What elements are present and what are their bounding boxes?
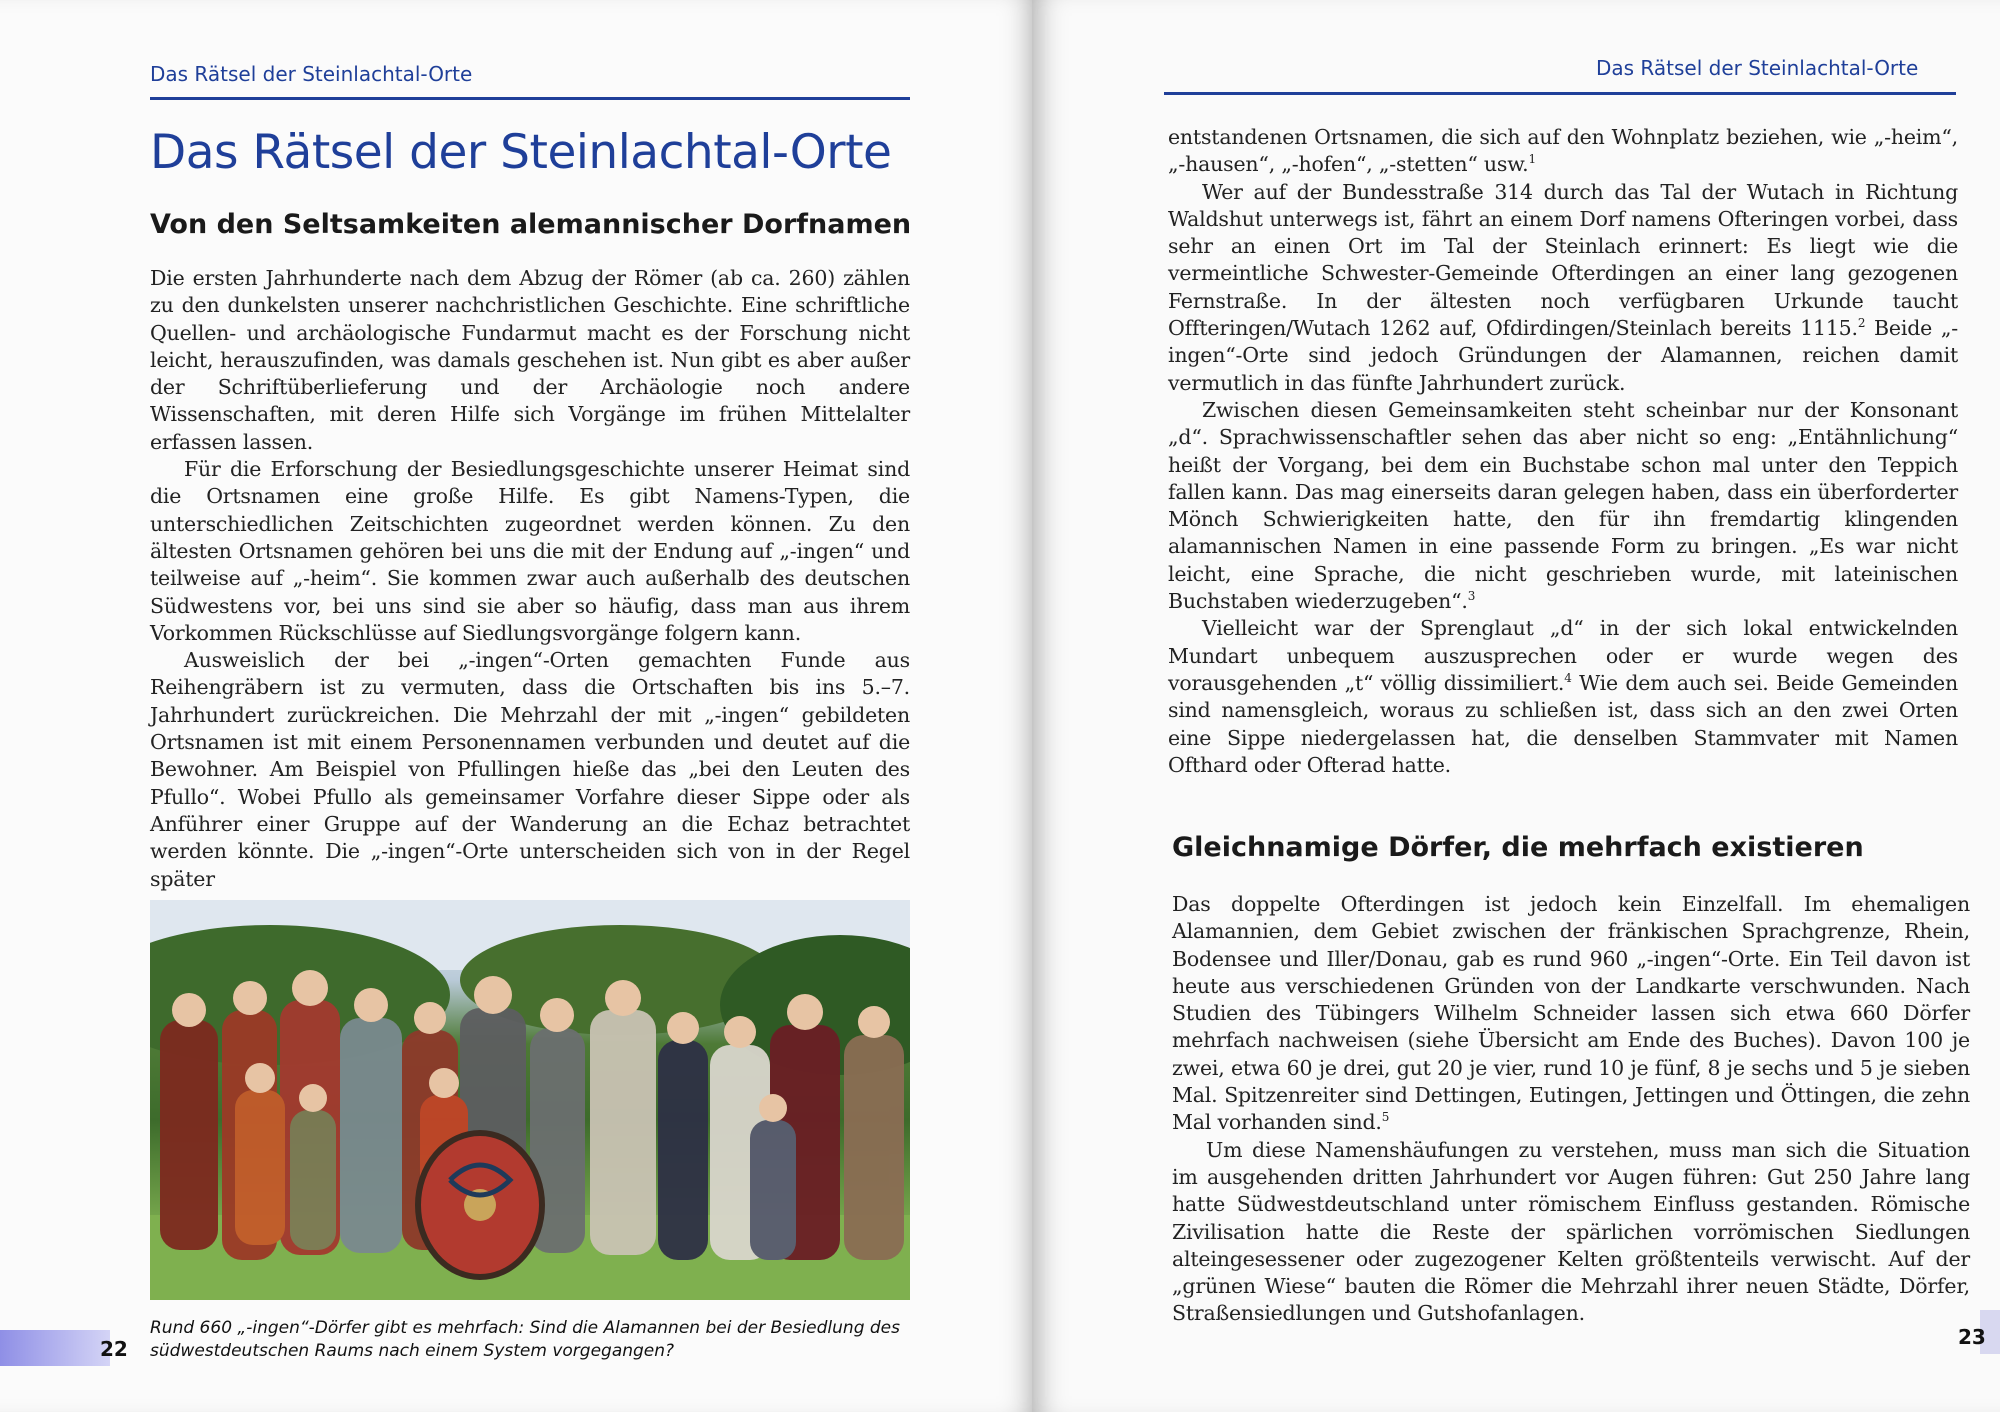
paragraph-text: Beide „-ingen“-Orte sind jedoch Gründungen der Alamannen, reichen damit vermutlich in das fünfte Jahrhundert zurück.	[1168, 316, 1958, 395]
page-number-left: 22	[100, 1337, 128, 1361]
paragraph	[1168, 397, 1958, 615]
paragraph: Für die Erforschung der Besiedlungsgeschichte unserer Heimat sind die Ortsnamen eine große Hilfe. Es gibt Namens-Typen, die unterschiedlichen Zeitschichten zugeordnet werden können. Zu den ältesten Ortsnamen gehören bei uns die mit der Endung auf „-ingen“ und teilweise auf „-heim“. Sie kommen zwar auch außerhalb des deutschen Südwestens vor, bei uns sind sie aber so häufig, dass man aus ihrem Vorkommen Rückschlüsse auf Siedlungsvorgänge folgern kann.	[150, 457, 910, 645]
paragraph	[1168, 179, 1958, 397]
paragraph-text: entstandenen Ortsnamen, die sich auf den Wohnplatz beziehen, wie „-heim“, „-hausen“, „-hofen“, „-stetten“ usw.	[1168, 125, 1958, 177]
header-rule-left	[150, 97, 910, 100]
paragraph	[1172, 891, 1970, 1137]
page-accent-bar	[0, 1330, 110, 1366]
paragraph	[1172, 1137, 1970, 1328]
body-text-left	[150, 265, 910, 893]
paragraph: Die ersten Jahrhunderte nach dem Abzug der Römer (ab ca. 260) zählen zu den dunkelsten unserer nachchristlichen Geschichte. Eine schriftliche Quellen- und archäologische Fundarmut macht es der Forschung nicht leicht, herauszufinden, was damals geschehen ist. Nun gibt es aber außer der Schriftüberlieferung und der Archäologie noch andere Wissenschaften, mit deren Hilfe sich Vorgänge im frühen Mittelalter erfassen lassen.	[150, 266, 910, 454]
footnote-ref: 5	[1381, 1110, 1390, 1125]
body-text-right-bottom	[1172, 891, 1970, 1328]
footnote-ref: 1	[1528, 152, 1536, 167]
running-header-left: Das Rätsel der Steinlachtal-Orte	[150, 62, 473, 86]
paragraph-text: Wer auf der Bundesstraße 314 durch das Tal der Wutach in Richtung Waldshut unterwegs ist, fährt an einem Dorf namens Ofteringen vorbei, dass sehr an einen Ort im Tal der Steinlach erinnert: Es liegt wie die vermeintliche Schwester-Gemeinde Ofterdingen an einer lang gezogenen Fernstraße. In der ältesten noch verfügbaren Urkunde taucht Offteringen/Wutach 1262 auf, Ofdirdingen/Steinlach bereits 1115.	[1168, 179, 1958, 341]
paragraph: Ausweislich der bei „-ingen“-Orten gemachten Funde aus Reihengräbern ist zu vermuten, dass die Ortschaften bis ins 5.–7. Jahrhundert zurückreichen. Die Mehrzahl der mit „-ingen“ gebildeten Ortsnamen ist mit einem Personennamen verbunden und deutet auf die Bewohner. Am Beispiel von Pfullingen hieße das „bei den Leuten des Pfullo“. Wobei Pfullo als gemeinsamer Vorfahre dieser Sippe oder als Anführer einer Gruppe auf der Wanderung an die Echaz betrachtet werden könnte. Die „-ingen“-Orte unterscheiden sich von in der Regel später	[150, 648, 910, 891]
group-photo-image	[150, 900, 910, 1300]
paragraph-text: Das doppelte Ofterdingen ist jedoch kein Einzelfall. Im ehemaligen Alamannien, dem Gebiet zwischen der fränkischen Sprachgrenze, Rhein, Bodensee und Iller/Donau, gab es rund 960 „-ingen“-Orte. Ein Teil davon ist heute aus verschiedenen Gründen von der Landkarte verschwunden. Nach Studien des Tübingers Wilhelm Schneider lassen sich etwa 660 Dörfer mehrfach nachweisen (siehe Übersicht am Ende des Buches). Davon 100 je zwei, etwa 60 je drei, gut 20 je vier, rund 10 je fünf, 8 je sechs und 5 je sieben Mal. Spitzenreiter sind Dettingen, Eutingen, Jettingen und Öttingen, die zehn Mal vorhanden sind.	[1172, 892, 1970, 1135]
body-text-right-top	[1168, 124, 1958, 779]
paragraph-text: Um diese Namenshäufungen zu verstehen, muss man sich die Situation im ausgehenden dritten Jahrhundert vor Augen führen: Gut 250 Jahre lang hatte Südwestdeutschland unter römischem Einfluss gestanden. Römische Zivilisation hatte die Reste der spärlichen vorrömischen Siedlungen alteingesessener oder zugezogener Kelten größtenteils verwischt. Auf der „grünen Wiese“ bauten die Römer die Mehrzahl ihrer neuen Städte, Dörfer, Straßensiedlungen und Gutshofanlagen.	[1172, 1137, 1970, 1326]
header-rule-right	[1164, 92, 1956, 95]
paragraph-text: Vielleicht war der Sprenglaut „d“ in der sich lokal entwickelnden Mundart unbequem auszusprechen oder er wurde wegen des vorausgehenden „t“ völlig dissimiliert.	[1168, 616, 1958, 695]
paragraph	[1168, 615, 1958, 779]
photo-caption: Rund 660 „-ingen“-Dörfer gibt es mehrfach: Sind die Alamannen bei der Besiedlung des südwestdeutschen Raums nach einem System vorgegangen?	[150, 1318, 901, 1361]
paragraph-text: Wie dem auch sei. Beide Gemeinden sind namensgleich, woraus zu schließen ist, dass sich an den zwei Orten eine Sippe niedergelassen hat, die denselben Stammvater mit Namen Ofthard oder Ofterad hatte.	[1168, 670, 1958, 777]
right-page	[1032, 0, 2000, 1412]
section-subtitle-left: Von den Seltsamkeiten alemannischer Dorfnamen	[150, 209, 912, 240]
section-subtitle-right: Gleichnamige Dörfer, die mehrfach existieren	[1172, 832, 1864, 863]
footnote-ref: 3	[1467, 589, 1476, 604]
footnote-ref: 4	[1564, 671, 1572, 686]
page-number-right: 23	[1958, 1325, 1986, 1349]
footnote-ref: 2	[1857, 316, 1866, 331]
chapter-title: Das Rätsel der Steinlachtal-Orte	[150, 125, 892, 180]
paragraph-text: Zwischen diesen Gemeinsamkeiten steht scheinbar nur der Konsonant „d“. Sprachwissenschaftler sehen das aber nicht so eng: „Entähnlichung“ heißt der Vorgang, bei dem ein Buchstabe schon mal unter den Teppich fallen kann. Das mag einerseits daran gelegen haben, dass ein überforderter Mönch Schwierigkeiten hatte, den für ihn fremdartig klingenden alamannischen Namen in eine passende Form zu bringen. „Es war nicht leicht, eine Sprache, die nicht geschrieben wurde, mit lateinischen Buchstaben wiederzugeben“.	[1168, 397, 1958, 614]
paragraph	[1168, 124, 1958, 179]
running-header-right: Das Rätsel der Steinlachtal-Orte	[1596, 56, 1919, 80]
photo-illustration	[150, 900, 910, 1300]
